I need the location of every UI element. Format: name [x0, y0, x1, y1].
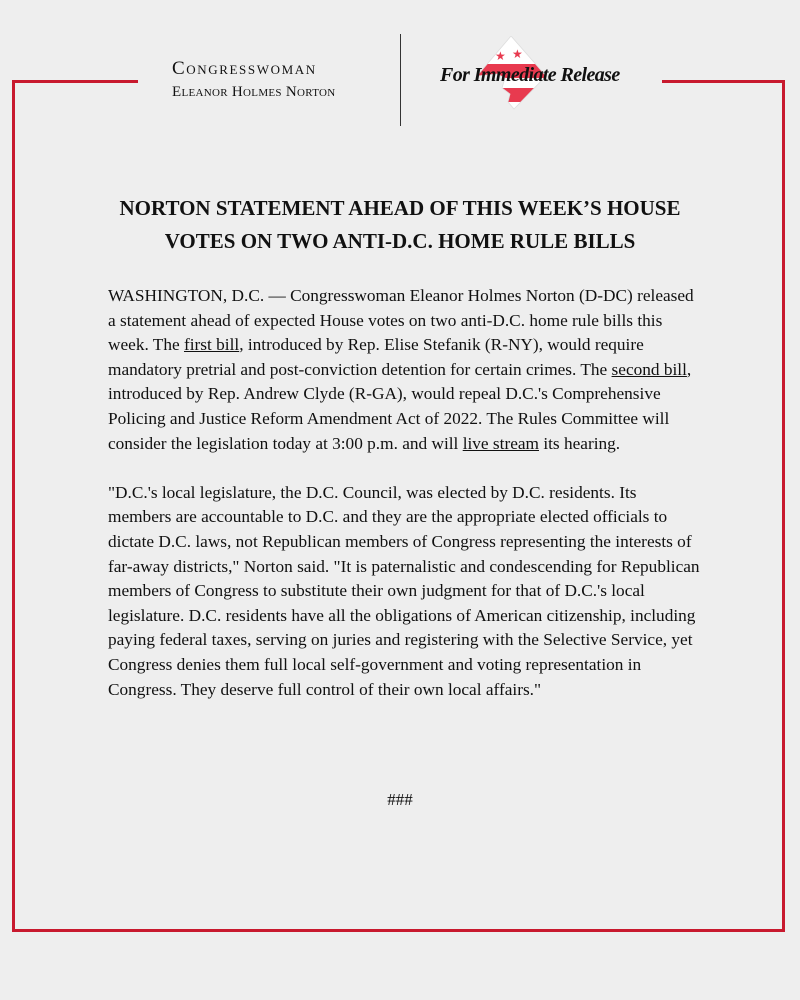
headline [80, 192, 720, 258]
headline-line-1: NORTON STATEMENT AHEAD OF THIS WEEK’S HOUSE [119, 196, 681, 220]
article-body [108, 284, 700, 727]
intro-paragraph [108, 284, 700, 456]
text: , introduced by Rep. Andrew Clyde (R-GA), would repeal D.C.'s Comprehensive Policing and Justice Reform Amendment Act of 2022. The Rules Committee will consider the legislation today at 3:00 p.m. and will [108, 359, 692, 453]
quote-paragraph: "D.C.'s local legislature, the D.C. Council, was elected by D.C. residents. Its members are accountable to D.C. and they are the appropriate elected officials to dictate D.C. laws, not Republican members of Congress representing the interests of far-away districts," Norton said. "It is paternalistic and condescending for Republican members of Congress to substitute their own judgment for that of D.C.'s local legislature. D.C. residents have all the obligations of American citizenship, including paying federal taxes, serving on juries and registering with the Selective Service, yet Congress denies them full local self-government and voting representation in Congress. They deserve full control of their own local affairs." [108, 482, 700, 699]
svg-text:★: ★ [512, 47, 523, 61]
frame-top-right [662, 80, 785, 83]
logo-title: Congresswoman [172, 58, 317, 79]
second-bill-link[interactable]: second bill [611, 359, 687, 379]
frame-top-left [12, 80, 138, 83]
for-immediate-release-label: For Immediate Release [440, 64, 620, 86]
frame-bottom [12, 929, 785, 932]
logo-name: Eleanor Holmes Norton [172, 84, 336, 100]
header-divider [400, 34, 401, 126]
text: , introduced by Rep. Elise Stefanik (R-NY), would require mandatory pretrial and post-conviction detention for certain crimes. The [108, 335, 644, 379]
text: its hearing. [539, 433, 621, 453]
headline-line-2: VOTES ON TWO ANTI-D.C. HOME RULE BILLS [164, 229, 636, 253]
first-bill-link[interactable]: first bill [183, 335, 240, 355]
live-stream-link[interactable]: live stream [462, 433, 539, 453]
svg-text:★: ★ [495, 49, 506, 63]
congresswoman-logo [172, 58, 368, 102]
text: WASHINGTON, D.C. — Congresswoman Eleanor Holmes Norton (D-DC) released a statement ahead of expected House votes on two anti-D.C. home rule bills this week. The [108, 286, 694, 355]
end-mark: ### [387, 790, 413, 809]
